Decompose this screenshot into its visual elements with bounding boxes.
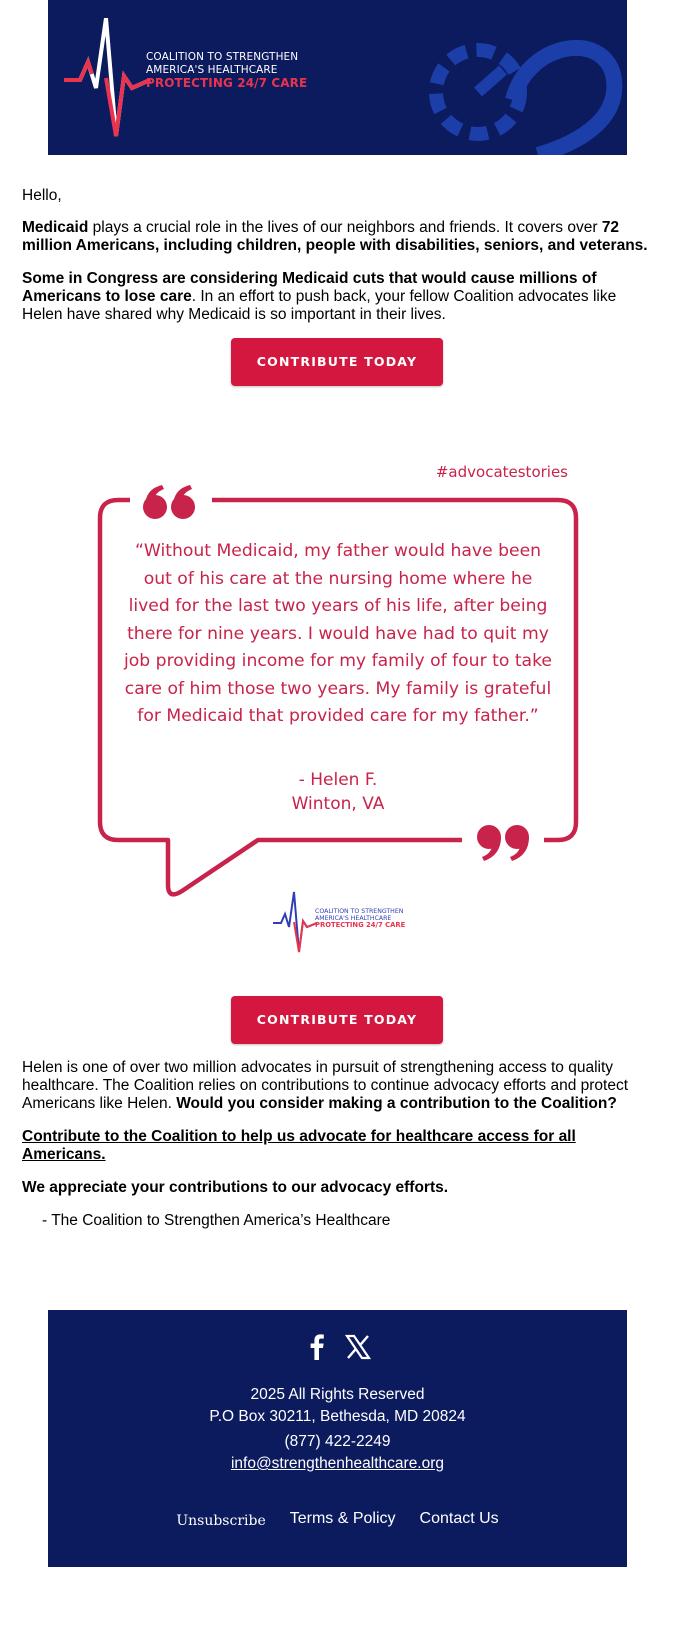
open-quote-icon: [142, 483, 202, 523]
paragraph-contribute-link: [22, 1128, 652, 1164]
bold-congress: Some in Congress are considering Medicaid cuts that would cause millions of Americans to lose care: [22, 270, 597, 305]
p3-text: Helen is one of over two million advocates in pursuit of strengthening access to quality healthcare. The Coalition relies on contributions to continue advocacy efforts and protect Americans like Helen.: [22, 1059, 629, 1112]
contribute-today-button-2[interactable]: CONTRIBUTE TODAY: [231, 996, 443, 1044]
hashtag-advocatestories: #advocatestories: [435, 463, 568, 481]
mini-logo-line2: AMERICA'S HEALTHCARE: [315, 915, 392, 922]
paragraph-medicaid-role: [22, 219, 652, 255]
clock-heart-decoration: [418, 30, 627, 155]
terms-policy-link[interactable]: Terms & Policy: [289, 1510, 396, 1527]
contribute-link[interactable]: Contribute to the Coalition to help us advocate for healthcare access for all Americans.: [22, 1128, 576, 1163]
org-name-line1: COALITION TO STRENGTHEN: [146, 51, 299, 63]
greeting: Hello,: [22, 187, 62, 204]
header-banner: [48, 0, 627, 155]
x-icon[interactable]: [345, 1334, 371, 1360]
author-location: Winton, VA: [291, 794, 385, 814]
contribute-today-button[interactable]: CONTRIBUTE TODAY: [231, 338, 443, 386]
social-links: [48, 1334, 627, 1360]
mailing-address: P.O Box 30211, Bethesda, MD 20824: [209, 1408, 466, 1425]
coalition-logo: [62, 18, 152, 138]
mini-logo-line1: COALITION TO STRENGTHEN: [315, 908, 404, 915]
advocate-quote: “Without Medicaid, my father would have been out of his care at the nursing home where he lived for the last two years of his life, after being there for nine years. I would have had to quit my job providing income for my family of four to take care of him those two years. My family is grateful for Medicaid that provided care for my father.”: [124, 541, 552, 726]
bold-consider-contribution: Would you consider making a contribution to the Coalition?: [176, 1095, 617, 1112]
signature: - The Coalition to Strengthen America’s Healthcare: [42, 1212, 391, 1229]
mini-logo-pulse-icon: [272, 890, 318, 954]
close-quote-icon: [474, 823, 534, 863]
contact-us-link[interactable]: Contact Us: [419, 1510, 499, 1527]
advocate-quote-card: [90, 455, 590, 955]
tagline: PROTECTING 24/7 CARE: [146, 76, 308, 90]
quote-attribution: [124, 768, 552, 816]
bold-72-million: 72 million Americans, including children, people with disabilities, seniors, and veterans.: [22, 219, 648, 254]
email-line: [48, 1455, 627, 1473]
bold-medicaid: Medicaid: [22, 219, 89, 236]
phone-number: (877) 422-2249: [284, 1433, 391, 1450]
org-name-line2: AMERICA'S HEALTHCARE: [146, 64, 278, 76]
logo-wordmark: [146, 51, 307, 90]
author-name: - Helen F.: [298, 770, 378, 790]
unsubscribe-link[interactable]: Unsubscribe: [176, 1513, 266, 1529]
footer: [48, 1310, 627, 1567]
paragraph-congress-cuts: [22, 270, 652, 324]
paragraph-appreciation: [22, 1179, 652, 1197]
p1-text: plays a crucial role in the lives of our neighbors and friends. It covers over: [88, 219, 602, 236]
mini-coalition-logo: [272, 890, 412, 954]
facebook-icon[interactable]: [305, 1334, 329, 1360]
p2-text: . In an effort to push back, your fellow Coalition advocates like Helen have shared why Medicaid is so important in their lives.: [22, 288, 617, 323]
email-link[interactable]: info@strengthenhealthcare.org: [230, 1455, 445, 1472]
paragraph-helen-advocate: [22, 1059, 652, 1113]
footer-links: [48, 1510, 627, 1530]
rights-reserved: 2025 All Rights Reserved: [250, 1386, 425, 1403]
mini-logo-tagline: PROTECTING 24/7 CARE: [315, 921, 406, 929]
bold-appreciation: We appreciate your contributions to our advocacy efforts.: [22, 1179, 449, 1196]
